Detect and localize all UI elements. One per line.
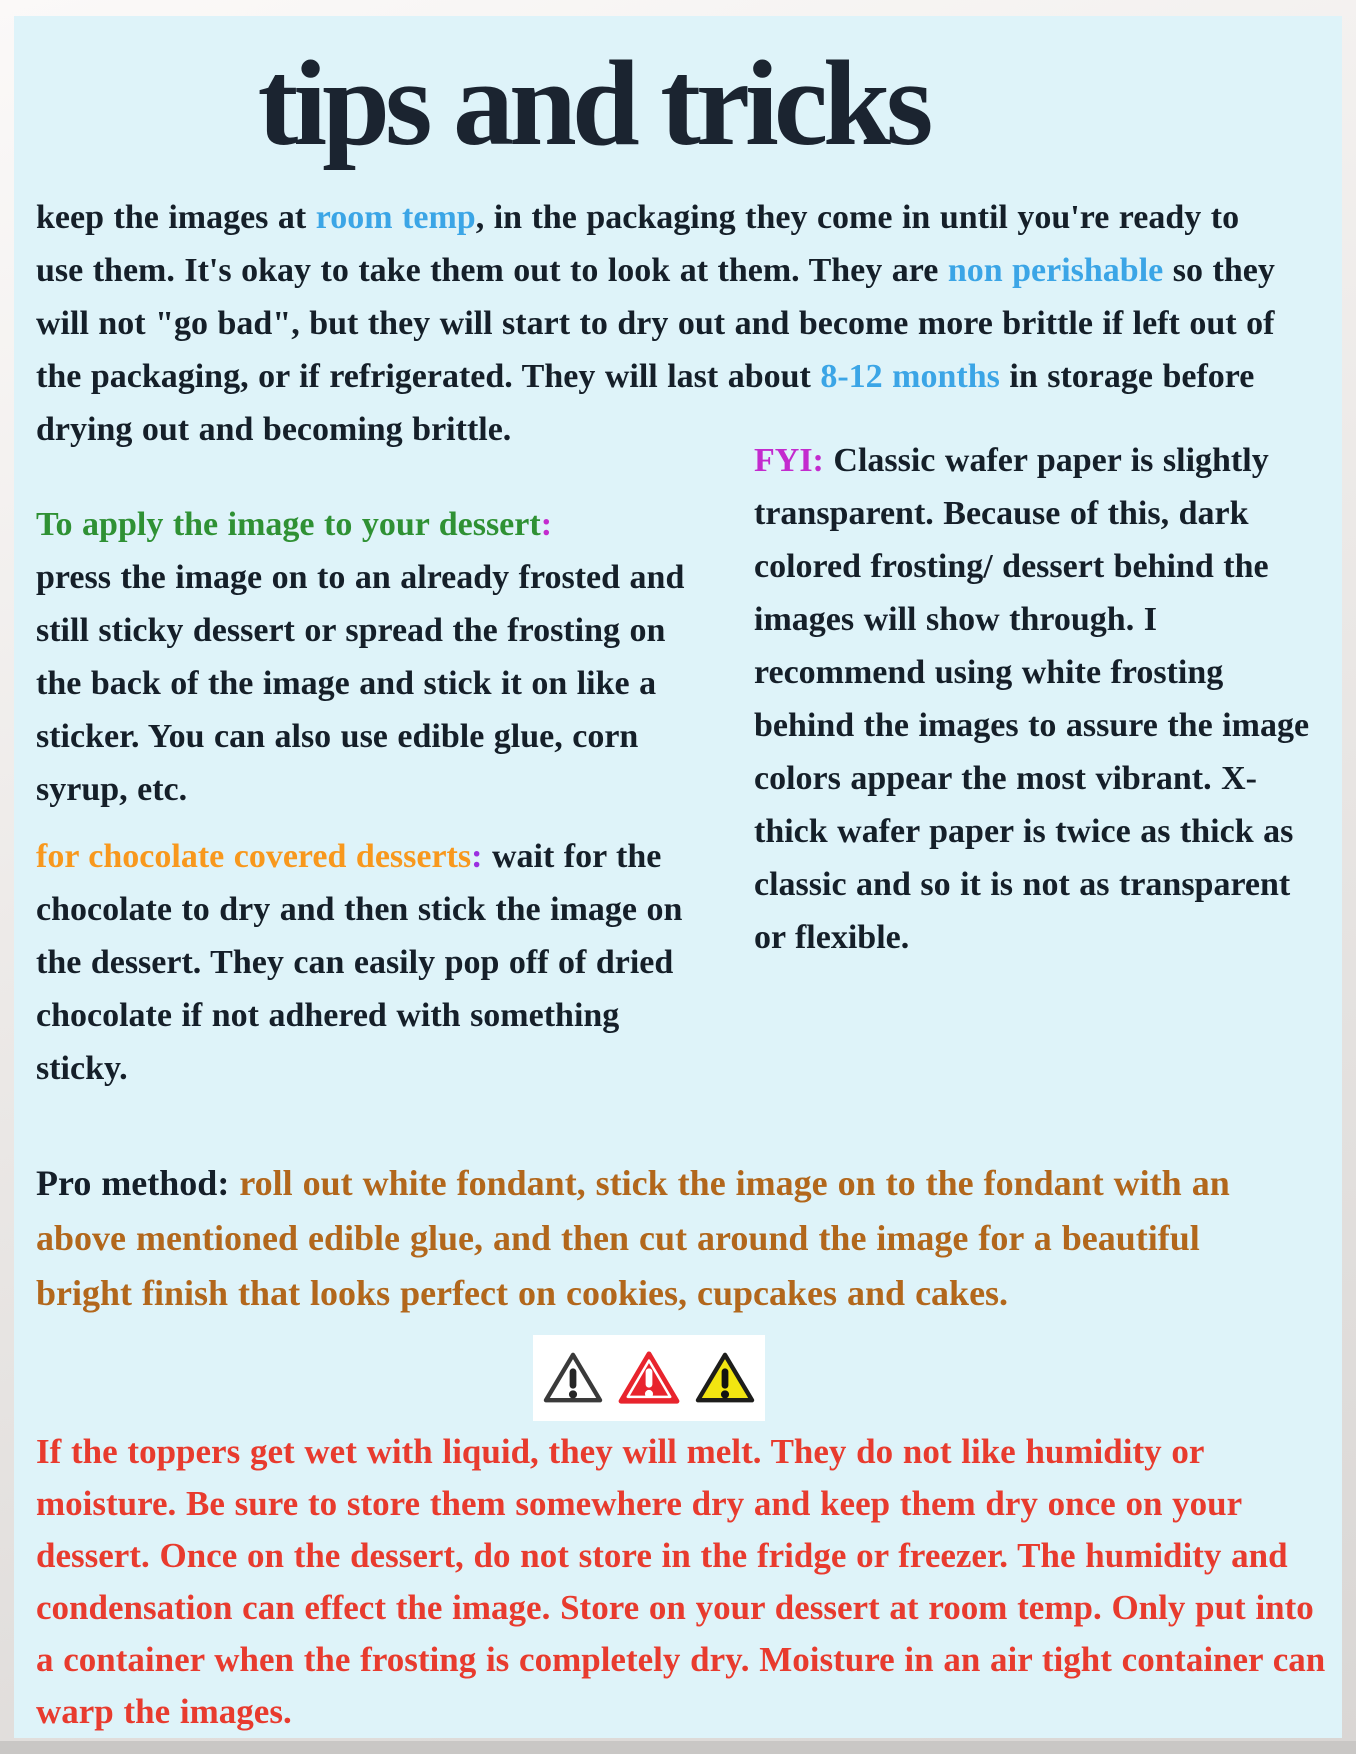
page-title: tips and tricks	[257, 36, 929, 171]
warning-triangle-yellow-icon	[694, 1350, 756, 1406]
fyi-paragraph: FYI: Classic wafer paper is slightly transparent. Because of this, dark colored frosting/ dessert behind the images will show through. I recommend using white frosting behind the images to assure the image colors appear the most vibrant. X-thick wafer paper is twice as thick as classic and so it is not as transparent or flexible.	[754, 442, 1310, 956]
photo-bottom-edge	[0, 1741, 1356, 1754]
moisture-warning-paragraph: If the toppers get wet with liquid, they will melt. They do not like humidity or moisture. Be sure to store them somewhere dry and keep them dry once on your dessert. Once on the dessert, do not store in the fridge or freezer. The humidity and condensation can effect the image. Store on your dessert at room temp. Only put into a container when the frosting is completely dry. Moisture in an air tight container can warp the images.	[36, 1432, 1326, 1731]
tips-and-tricks-sheet	[14, 16, 1342, 1738]
apply-image-paragraph: To apply the image to your dessert: press the image on to an already frosted and still sticky dessert or spread the frosting on the back of the image and stick it on like a sticker. You can also use edible glue, corn syrup, etc.	[36, 506, 685, 808]
chocolate-desserts-paragraph: for chocolate covered desserts: wait for the chocolate to dry and then stick the image on the dessert. They can easily pop off of dried chocolate if not adhered with something sticky.	[36, 838, 683, 1087]
fyi-column	[754, 434, 1324, 964]
warning-triangle-outline-icon	[542, 1350, 604, 1406]
storage-intro-paragraph: keep the images at room temp, in the packaging they come in until you're ready to use them. It's okay to take them out to look at them. They are non perishable so they will not "go bad", but they will start to dry out and become more brittle if left out of the packaging, or if refrigerated. They will last about 8-12 months in storage before drying out and becoming brittle.	[36, 199, 1275, 448]
application-column	[36, 498, 696, 1095]
warning-triangle-red-icon	[617, 1350, 681, 1406]
pro-method-paragraph: Pro method: roll out white fondant, stick the image on to the fondant with an above mentioned edible glue, and then cut around the image for a beautiful bright finish that looks perfect on cookies, cupcakes and cakes.	[36, 1163, 1230, 1313]
warning-icons-panel	[533, 1335, 765, 1421]
